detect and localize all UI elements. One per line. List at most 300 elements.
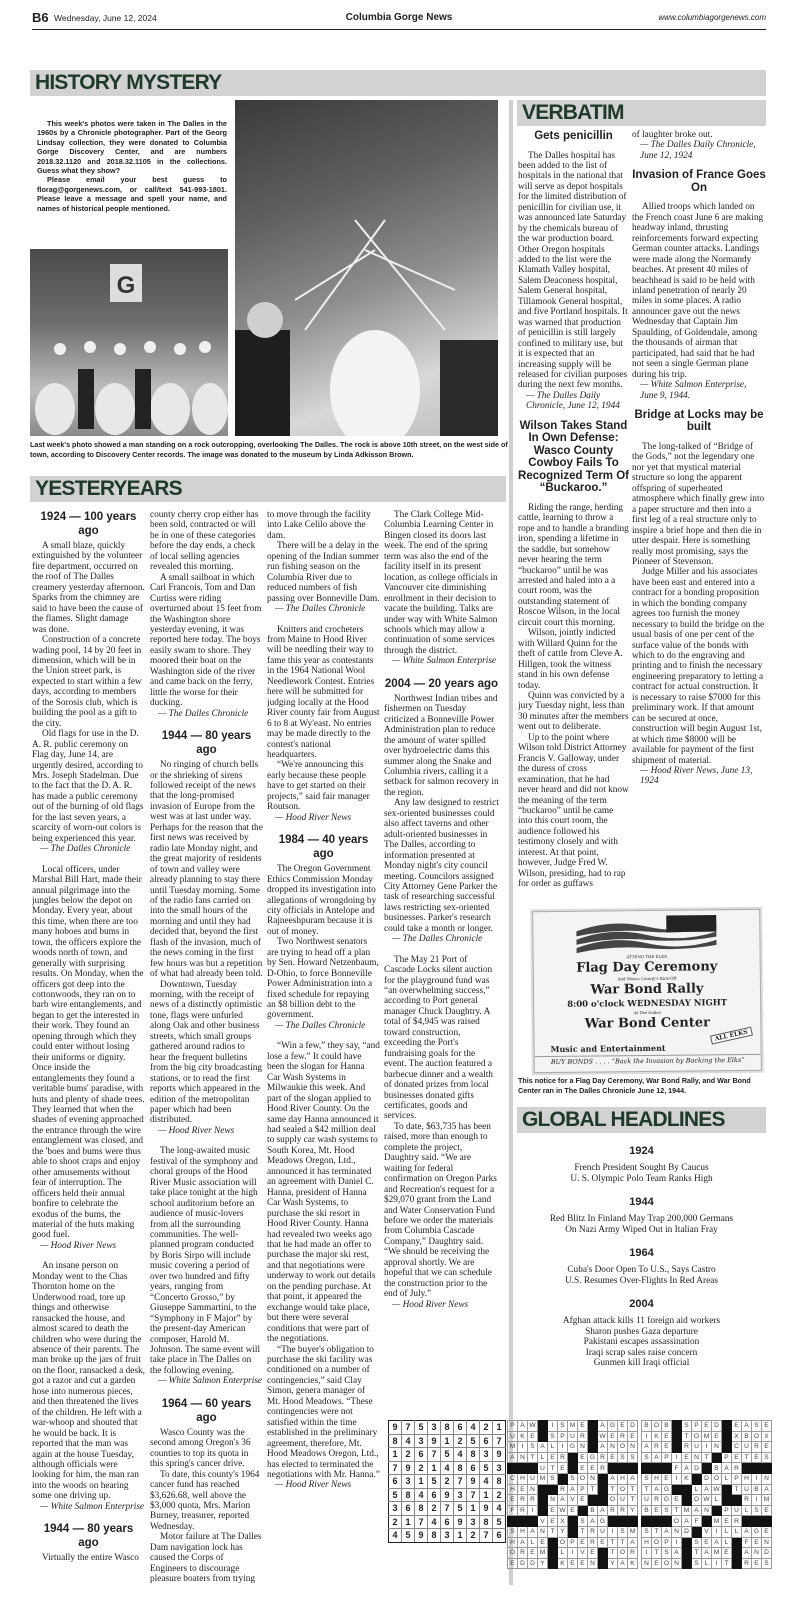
article-source: — Hood River News [158, 1125, 235, 1136]
crossword-cell: I [672, 1537, 682, 1548]
crossword-black-cell [558, 1473, 568, 1484]
crossword-cell: H [618, 1473, 628, 1484]
sudoku-cell: 1 [428, 1461, 441, 1475]
crossword-cell: E [662, 1473, 672, 1484]
sudoku-cell: 8 [454, 1461, 467, 1475]
crossword-cell: D [682, 1526, 692, 1537]
crossword-cell: P [722, 1452, 732, 1463]
crossword-black-cell [642, 1463, 652, 1474]
crossword-black-cell [568, 1463, 578, 1474]
crossword-cell: R [732, 1463, 742, 1474]
page-number: B6 [32, 10, 49, 25]
crossword-cell: S [762, 1452, 772, 1463]
crossword-cell: R [618, 1431, 628, 1442]
crossword-cell: N [672, 1558, 682, 1569]
sudoku-cell: 7 [428, 1448, 441, 1462]
crossword-cell: B [642, 1421, 652, 1432]
sudoku-cell: 8 [441, 1421, 454, 1435]
sudoku-cell: 9 [441, 1488, 454, 1502]
crossword-cell: V [578, 1548, 588, 1559]
crossword-cell: B [588, 1505, 598, 1516]
crossword-cell: P [508, 1421, 518, 1432]
yesteryears-column-4 [384, 510, 499, 1370]
crossword-cell: K [558, 1558, 568, 1569]
sudoku-cell: 3 [467, 1515, 480, 1529]
crossword-black-cell [568, 1516, 578, 1527]
sudoku-cell: 2 [415, 1461, 428, 1475]
crossword-cell: A [692, 1505, 702, 1516]
mystery-photo-sword-arch [235, 100, 498, 436]
sudoku-cell: 6 [389, 1475, 402, 1489]
sudoku-cell: 6 [428, 1488, 441, 1502]
sudoku-cell: 5 [467, 1434, 480, 1448]
crossword-black-cell [628, 1516, 638, 1527]
article-paragraph: Judge Miller and his associates have been east and entered into a contract for a bonding proposition in which the bonding company agrees too furnish the money necessary to build the bridge on the usual basis of one per cent of the surface value of the bonds with which to do the engraving and printing and to finish the necessary engineering preparatory to letting a contract for actual construction. It is necessary to raise $7000 for this preliminary work. If that amount can be secured at once, construction will begin August 1st, at which time $8000 will be available for payment of the first shipment of material. [632, 567, 765, 766]
headline: Red Blitz In Finland May Trap 200,000 Germans [549, 1214, 734, 1224]
article-paragraph: There will be a delay in the opening of the Indian summer run fishing season on the Columbia River due to reduced numbers of fish passing over Bonneville Dam. [267, 541, 380, 604]
article-headline: Invasion of France Goes On [632, 169, 766, 194]
crossword-cell: A [538, 1442, 548, 1453]
crossword-cell: E [548, 1516, 558, 1527]
crossword-black-cell [538, 1495, 548, 1506]
crossword-cell: L [702, 1558, 712, 1569]
crossword-cell: T [652, 1526, 662, 1537]
crossword-cell: I [712, 1558, 722, 1569]
sudoku-cell: 1 [415, 1475, 428, 1489]
crossword-cell: O [662, 1558, 672, 1569]
era-heading: 1924 — 100 years ago [40, 511, 137, 537]
crossword-cell: T [628, 1484, 638, 1495]
crossword-cell: D [762, 1548, 772, 1559]
article-paragraph: Downtown, Tuesday morning, with the receipt of news of a distinctly optimistic tone, flags were unfurled along Oak and other business streets, which small groups gathered around radios to hear the frequent bulletins from the big city broadcasting stations, or to read the first reports which appeared in the edition of the metropolitan paper which had been distributed. [150, 979, 263, 1126]
sudoku-cell: 2 [467, 1529, 480, 1543]
crossword-cell: N [762, 1473, 772, 1484]
crossword-black-cell [672, 1484, 682, 1495]
crossword-cell: A [652, 1484, 662, 1495]
crossword-cell: S [752, 1505, 762, 1516]
notice-title: War Bond Rally [590, 981, 704, 998]
crossword-black-cell [752, 1516, 762, 1527]
headline-year: 1964 [629, 1247, 654, 1259]
crossword-cell: N [588, 1558, 598, 1569]
sudoku-cell: 4 [454, 1448, 467, 1462]
crossword-cell: O [618, 1442, 628, 1453]
article-source: — White Salmon Enterprise [158, 1376, 263, 1387]
crossword-cell: S [762, 1558, 772, 1569]
crossword-cell: E [652, 1558, 662, 1569]
article-source: — Hood River News, June 13, 1924 [640, 766, 753, 787]
crossword-cell: A [608, 1473, 618, 1484]
crossword-cell: N [692, 1452, 702, 1463]
crossword-cell: A [742, 1526, 752, 1537]
crossword-cell: A [682, 1463, 692, 1474]
crossword-cell: C [508, 1473, 518, 1484]
last-week-caption: Last week's photo showed a man standing on a rock outcropping, overlooking The Dalles. The rock is above 10th street, on the west side of town, according to Discovery Center records. The image was donated to the museum by Linda Adkisson Brown. [30, 440, 508, 459]
crossword-cell: G [752, 1526, 762, 1537]
crossword-cell: I [752, 1495, 762, 1506]
crossword-black-cell [598, 1484, 608, 1495]
sudoku-cell: 1 [402, 1515, 415, 1529]
crossword-cell: L [538, 1452, 548, 1463]
sudoku-cell: 8 [480, 1515, 493, 1529]
sudoku-cell: 3 [441, 1529, 454, 1543]
crossword-cell: L [558, 1548, 568, 1559]
crossword-cell: S [618, 1452, 628, 1463]
article-paragraph: Knitters and crocheters from Maine to Hood River will be needling their way to fame this year as contestants in the 1964 National Wool Needlework Contest. Entries here will be submitted for judging locally at the Hood River county fair from August 6 to 8 at Wy'east. No entries may be made directly to the contest's national headquarters. [267, 624, 380, 760]
crossword-cell: I [752, 1473, 762, 1484]
crossword-black-cell [732, 1495, 742, 1506]
crossword-cell: R [682, 1442, 692, 1453]
crossword-black-cell [722, 1495, 732, 1506]
article-paragraph: Northwest Indian tribes and fishermen on Tuesday criticized a Bonneville Power Administration plan to reduce the amount of water spilled over hydroelectric dams this summer along the Snake and Columbia rivers, calling it a setback for salmon recovery in the region. [384, 693, 499, 798]
crossword-cell: A [508, 1452, 518, 1463]
crossword-cell: R [742, 1495, 752, 1506]
notice-side-label: ALL ELKS [710, 1027, 752, 1045]
crossword-cell: T [618, 1537, 628, 1548]
crossword-cell: E [518, 1484, 528, 1495]
crossword-cell: Y [608, 1558, 618, 1569]
crossword-black-cell [598, 1548, 608, 1559]
era-heading: 2004 — 20 years ago [384, 677, 499, 690]
crossword-cell: R [598, 1463, 608, 1474]
sudoku-cell: 9 [493, 1448, 506, 1462]
crossword-black-cell [628, 1463, 638, 1474]
sudoku-cell: 6 [467, 1461, 480, 1475]
crossword-cell: T [682, 1431, 692, 1442]
sudoku-cell: 5 [415, 1421, 428, 1435]
article-paragraph: The long-awaited music festival of the symphony and choral groups of the Hood River Music association will take place tonight at the high school auditorium before an audience of music-lovers from all the surrounding communities. The well-planned program conducted by Boris Sirpo will include music covering a period of over two hundred and fifty years, ranging from “Concerto Grosso,” by Giuseppe Sammartini, to the “Symphony in F Major” by the present-day American composer, Harold M. Johnson. The same event will take place in The Dalles on the following evening. [150, 1146, 261, 1376]
sudoku-cell: 6 [415, 1448, 428, 1462]
headline-year: 1924 [629, 1145, 654, 1157]
crossword-cell: R [558, 1452, 568, 1463]
crossword-cell: N [752, 1548, 762, 1559]
sudoku-cell: 8 [428, 1529, 441, 1543]
crossword-cell: E [702, 1421, 712, 1432]
crossword-cell: E [588, 1463, 598, 1474]
article-paragraph: Two Northwest senators are trying to head off a plan by Sen. Howard Netzenbaum, D-Ohio, to force Bonneville Power Administration into a fixed schedule for repaying an $8 billion debt to the government. [267, 937, 379, 1021]
crossword-cell: E [662, 1442, 672, 1453]
crossword-cell: S [528, 1442, 538, 1453]
crossword-cell: R [628, 1548, 638, 1559]
article-source: — White Salmon Enterprise, June 9, 1944. [640, 380, 747, 401]
crossword-cell: N [672, 1526, 682, 1537]
crossword-black-cell [762, 1463, 772, 1474]
crossword-cell: U [742, 1442, 752, 1453]
crossword-cell: A [712, 1537, 722, 1548]
sudoku-cell: 6 [454, 1421, 467, 1435]
crossword-cell: R [652, 1442, 662, 1453]
article-source: — Hood River News [40, 1240, 117, 1251]
notice-line: ATTEND THE ELKS [626, 953, 667, 960]
crossword-cell: P [692, 1421, 702, 1432]
yesteryears-column-3 [267, 510, 380, 1620]
crossword-cell: V [538, 1516, 548, 1527]
crossword-cell: H [508, 1484, 518, 1495]
crossword-cell: G [662, 1484, 672, 1495]
headline: Sharon pushes Gaza departure [585, 1326, 698, 1337]
crossword-cell: N [642, 1558, 652, 1569]
crossword-cell: D [712, 1421, 722, 1432]
crossword-black-cell [712, 1505, 722, 1516]
headline: French President Sought By Caucus [574, 1163, 709, 1173]
crossword-cell: T [628, 1495, 638, 1506]
crossword-cell: R [732, 1516, 742, 1527]
notice-caption: This notice for a Flag Day Ceremony, War Bond Rally, and War Bond Center ran in The Dalles Chronicle June 12, 1944. [518, 1076, 751, 1095]
crossword-black-cell [618, 1463, 628, 1474]
crossword-black-cell [538, 1431, 548, 1442]
crossword-black-cell [672, 1421, 682, 1432]
crossword-cell: S [618, 1526, 628, 1537]
crossword-cell: I [702, 1442, 712, 1453]
crossword-cell: H [508, 1537, 518, 1548]
crossword-cell: I [528, 1505, 538, 1516]
crossword-black-cell [742, 1463, 752, 1474]
article-paragraph: The May 21 Port of Cascade Locks silent auction for the playground fund was “an overwhelming success,” according to Port general manager Chuck Daughtry. A total of $4,945 was raised toward construction, exceeding the Port's fundraising goals for the event. The auction featured a barbecue dinner and a wealth of donated prizes from local businesses donated gifts certificates, goods and services. [384, 954, 493, 1122]
crossword-cell: M [628, 1526, 638, 1537]
crossword-black-cell [692, 1526, 702, 1537]
crossword-cell: X [732, 1431, 742, 1442]
article-headline: Bridge at Locks may be built [634, 408, 764, 434]
crossword-cell: I [642, 1431, 652, 1442]
crossword-cell: O [618, 1484, 628, 1495]
crossword-black-cell [518, 1516, 528, 1527]
crossword-cell: D [628, 1421, 638, 1432]
crossword-cell: W [559, 1507, 566, 1515]
crossword-cell: U [642, 1495, 652, 1506]
crossword-cell: B [642, 1505, 652, 1516]
crossword-cell: L [692, 1484, 702, 1495]
crossword-cell: R [558, 1484, 568, 1495]
crossword-black-cell [682, 1558, 692, 1569]
crossword-cell: P [662, 1537, 672, 1548]
sudoku-cell: 7 [493, 1434, 506, 1448]
headline: Gunmen kill Iraqi official [593, 1358, 690, 1368]
sudoku-cell: 2 [441, 1475, 454, 1489]
sudoku-cell: 5 [480, 1461, 493, 1475]
crossword-cell: F [692, 1516, 702, 1527]
sudoku-cell: 8 [402, 1488, 415, 1502]
crossword-black-cell [608, 1516, 618, 1527]
crossword-cell: P [578, 1484, 588, 1495]
crossword-cell: A [722, 1463, 732, 1474]
crossword-black-cell [538, 1505, 548, 1516]
crossword-cell: E [568, 1558, 578, 1569]
crossword-cell: S [548, 1431, 558, 1442]
crossword-cell: M [712, 1548, 722, 1559]
crossword-cell: E [568, 1505, 578, 1516]
notice-time: 8:00 o'clock WEDNESDAY NIGHT [567, 998, 728, 1010]
crossword-black-cell [692, 1473, 702, 1484]
crossword-cell: A [742, 1548, 752, 1559]
crossword-cell: A [598, 1505, 608, 1516]
sudoku-cell: 3 [480, 1448, 493, 1462]
crossword-cell: W [529, 1422, 536, 1430]
article-paragraph: The Clark College Mid-Columbia Learning Center in Bingen closed its doors last week. The end of the spring term was also the end of the facility itself in its present location, as college officials in Vancouver cite diminishing enrollment in their decision to vacate the building. Talks are under way with White Salmon schools which may allow a continuation of some services through the district. [384, 510, 498, 656]
crossword-cell: E [558, 1463, 568, 1474]
crossword-black-cell [672, 1431, 682, 1442]
crossword-cell: B [742, 1431, 752, 1442]
sudoku-cell: 7 [467, 1488, 480, 1502]
crossword-cell: L [722, 1537, 732, 1548]
sudoku-cell: 2 [454, 1434, 467, 1448]
crossword-black-cell [548, 1537, 558, 1548]
crossword-cell: E [508, 1558, 518, 1569]
crossword-cell: T [608, 1548, 618, 1559]
crossword-cell: I [672, 1452, 682, 1463]
crossword-cell: N [538, 1526, 548, 1537]
crossword-cell: E [578, 1537, 588, 1548]
sudoku-cell: 5 [402, 1529, 415, 1543]
crossword-black-cell [568, 1452, 578, 1463]
crossword-black-cell [528, 1463, 538, 1474]
crossword-cell: O [508, 1548, 518, 1559]
crossword-cell: F [672, 1463, 682, 1474]
crossword-cell: H [518, 1473, 528, 1484]
article-paragraph: Old flags for use in the D. A. R. public ceremony on Flag day, June 14, are urgently desired, according to Mrs. Joseph Stadelman. Due to the fact that the D. A. R. has made a public ceremony out of the burning of old flags for the last seven years, a scarcity of worn-out colors is being experienced this year. [32, 729, 144, 844]
crossword-black-cell [608, 1463, 618, 1474]
article-source: — The Dalles Chronicle [275, 1020, 366, 1031]
crossword-cell: E [732, 1421, 742, 1432]
crossword-cell: T [578, 1526, 588, 1537]
article-paragraph: Quinn was convicted by a jury Tuesday night, less than 30 minutes after the members went out to deliberate. [518, 690, 629, 733]
crossword-cell: G [662, 1495, 672, 1506]
crossword-cell: E [722, 1548, 732, 1559]
sudoku-cell: 5 [454, 1502, 467, 1516]
crossword-cell: E [732, 1452, 742, 1463]
crossword-black-cell [722, 1431, 732, 1442]
crossword-cell: A [652, 1452, 662, 1463]
sudoku-cell: 3 [402, 1475, 415, 1489]
sudoku-cell: 4 [467, 1421, 480, 1435]
flag-day-notice-image [532, 909, 762, 1073]
crossword-black-cell [652, 1463, 662, 1474]
crossword-black-cell [598, 1473, 608, 1484]
article-paragraph: Allied troops which landed on the French coast June 6 are making headway inland, thrusting reinforcements forward expecting German counter attacks. Landings were made along the Normandy beaches. At present 40 miles of beachhead is said to be held with inland penetration of nearly 20 miles in some places. A radio announcer gave out the news Wednesday that Captain Jim Spaulding, of Goldendale, among the thousands of airman that participated, had said that he had not seen a single German plane during his trip. [632, 202, 764, 380]
article-headline: Gets penicillin [534, 130, 613, 142]
crossword-black-cell [642, 1516, 652, 1527]
crossword-cell: N [528, 1484, 538, 1495]
crossword-cell: E [752, 1537, 762, 1548]
crossword-cell: T [692, 1548, 702, 1559]
crossword-cell: Y [628, 1505, 638, 1516]
sudoku-cell: 1 [454, 1529, 467, 1543]
article-source: — The Dalles Chronicle [392, 934, 483, 945]
sudoku-cell: 7 [402, 1421, 415, 1435]
crossword-cell: O [558, 1537, 568, 1548]
crossword-cell: U [538, 1463, 548, 1474]
verbatim-column-2 [632, 130, 766, 910]
crossword-cell: T [672, 1505, 682, 1516]
crossword-black-cell [702, 1463, 712, 1474]
crossword-cell: R [742, 1558, 752, 1569]
crossword-cell: U [568, 1431, 578, 1442]
crossword-cell: B [712, 1463, 722, 1474]
crossword-black-cell [528, 1516, 538, 1527]
website-link[interactable]: www.columbiagorgenews.com [658, 13, 766, 22]
crossword-cell: E [578, 1558, 588, 1569]
article-paragraph: Local officers, under Marshal Bill Hart, made their annual pilgrimage into the jungles below the depot on Monday. Every year, about this time, when there are too many hoboes and bums in town, the officers explore the woods north of town, and generally with surprising results. On Monday, when the officers got deep into the cottonwoods, they ran on to barb wire entanglements, and began to get the interested in their work. They found an opening through which they could enter without losing their uniforms or dignity. Once inside the entanglements they found a veritable bums' paradise, with huts and plenty of shade trees. They learned that when the shades of evening approached the entrance through the wire entanglement was closed, and the 'boes and bums were thus able to shoot craps and enjoy other amusements without fear of interruption. The officers held their annual bonfire to celebrate the exodus of the bums, the material of the huts making good fuel. [32, 864, 145, 1241]
yesteryears-title: YESTERYEARS [30, 476, 506, 502]
crossword-cell: M [762, 1495, 772, 1506]
sudoku-cell: 4 [493, 1502, 506, 1516]
article-paragraph: The long-talked of “Bridge of the Gods,” not the legendary one nor yet that mystical material structure so long the apparent offspring of superheated atmosphere which finally grew into a paper structure and then into a first leg of a real structure only to inspire a brief hope and then die in utter despair. Here is something really most promising, says the Pioneer of Stevenson. [632, 441, 765, 567]
crossword-cell: M [712, 1516, 722, 1527]
crossword-cell: A [518, 1537, 528, 1548]
crossword-cell: E [528, 1548, 538, 1559]
crossword-cell: E [548, 1452, 558, 1463]
crossword-cell: S [642, 1452, 652, 1463]
issue-date: Wednesday, June 12, 2024 [54, 13, 157, 23]
crossword-cell: R [518, 1495, 528, 1506]
crossword-cell: M [568, 1421, 578, 1432]
sudoku-cell: 8 [493, 1475, 506, 1489]
sudoku-cell: 1 [493, 1421, 506, 1435]
crossword-black-cell [588, 1442, 598, 1453]
crossword-black-cell [588, 1495, 598, 1506]
article-paragraph: To date, $63,735 has been raised, more than enough to complete the project, Daughtry said. “We are waiting for federal confirmation on Oregon Parks and Recreation's request for a $29,070 grant from the Land and Water Conservation Fund before we order the materials from Columbia Cascade Company,” Daughtry said. “We should be receiving the approval shortly. We are hopeful that we can schedule the construction prior to the end of July.” [384, 1121, 497, 1300]
crossword-cell: M [538, 1548, 548, 1559]
crossword-black-cell [722, 1421, 732, 1432]
crossword-cell: E [712, 1431, 722, 1442]
sudoku-cell: 8 [415, 1502, 428, 1516]
sudoku-cell: 4 [441, 1461, 454, 1475]
sudoku-cell: 3 [493, 1461, 506, 1475]
crossword-cell: M [682, 1505, 692, 1516]
crossword-cell: E [752, 1558, 762, 1569]
crossword-cell: O [712, 1473, 722, 1484]
crossword-cell: E [598, 1537, 608, 1548]
crossword-cell: S [558, 1421, 568, 1432]
crossword-cell: A [528, 1526, 538, 1537]
article-paragraph: “The buyer's obligation to purchase the ski facility was conditioned on a number of contingencies,” said Clay Simon, genera manager of Mt. Hood Meadows. “These contingencies were not satisfied within the time established in the preliminary agreement, therefore, Mt. Hood Meadows Oregon, Ltd., has elected to terminated the negotiations with Mr. Hanna.” [267, 1344, 380, 1480]
notice-footer: BUY BONDS . . . . “Back the Invasion by Backing the Elks” [535, 1054, 761, 1067]
headline: Cuba's Door Open To U.S., Says Castro [567, 1265, 716, 1275]
crossword-cell: H [518, 1526, 528, 1537]
headline-year: 2004 [629, 1298, 654, 1310]
crossword-cell: F [742, 1537, 752, 1548]
crossword-cell: A [618, 1558, 628, 1569]
sudoku-cell: 5 [389, 1488, 402, 1502]
article-source: — White Salmon Enterprise [392, 656, 497, 667]
crossword-cell: N [762, 1537, 772, 1548]
crossword-cell: E [538, 1537, 548, 1548]
crossword-cell: E [682, 1452, 692, 1463]
sudoku-cell: 2 [402, 1448, 415, 1462]
crossword-cell: T [642, 1484, 652, 1495]
crossword-cell: E [528, 1431, 538, 1442]
history-mystery-intro [37, 119, 227, 213]
crossword-cell: K [652, 1431, 662, 1442]
article-source: — The Dalles Chronicle [158, 708, 249, 719]
crossword-cell: T [548, 1526, 558, 1537]
crossword-cell: F [508, 1505, 518, 1516]
era-heading: 1984 — 40 years ago [278, 834, 369, 861]
article-paragraph: No ringing of church bells or the shrieking of sirens followed receipt of the news that the long-promised invasion of Europe from the west was at last under way. Perhaps for the reason that the first news was received by radio late Monday night, and the great majority of residents of town and valley were already planning to stay there until Tuesday morning. Some of the radio fans carried on into the small hours of the morning and until they had decided that, beyond the first flash of the invasion, much of the news coming in the first few hours was but a repetition of what had already been told. [150, 760, 263, 980]
crossword-cell: L [528, 1537, 538, 1548]
crossword-cell: N [588, 1473, 598, 1484]
crossword-cell: E [578, 1452, 588, 1463]
crossword-cell: K [518, 1431, 528, 1442]
crossword-cell: V [568, 1495, 578, 1506]
verbatim-title: VERBATIM [517, 100, 766, 126]
crossword-black-cell [618, 1516, 628, 1527]
yesteryears-column-1 [32, 510, 145, 1620]
crossword-cell: S [628, 1452, 638, 1463]
svg-text:G: G [116, 272, 136, 299]
crossword-cell: A [702, 1484, 712, 1495]
crossword-black-cell [568, 1526, 578, 1537]
sudoku-cell: 3 [415, 1434, 428, 1448]
